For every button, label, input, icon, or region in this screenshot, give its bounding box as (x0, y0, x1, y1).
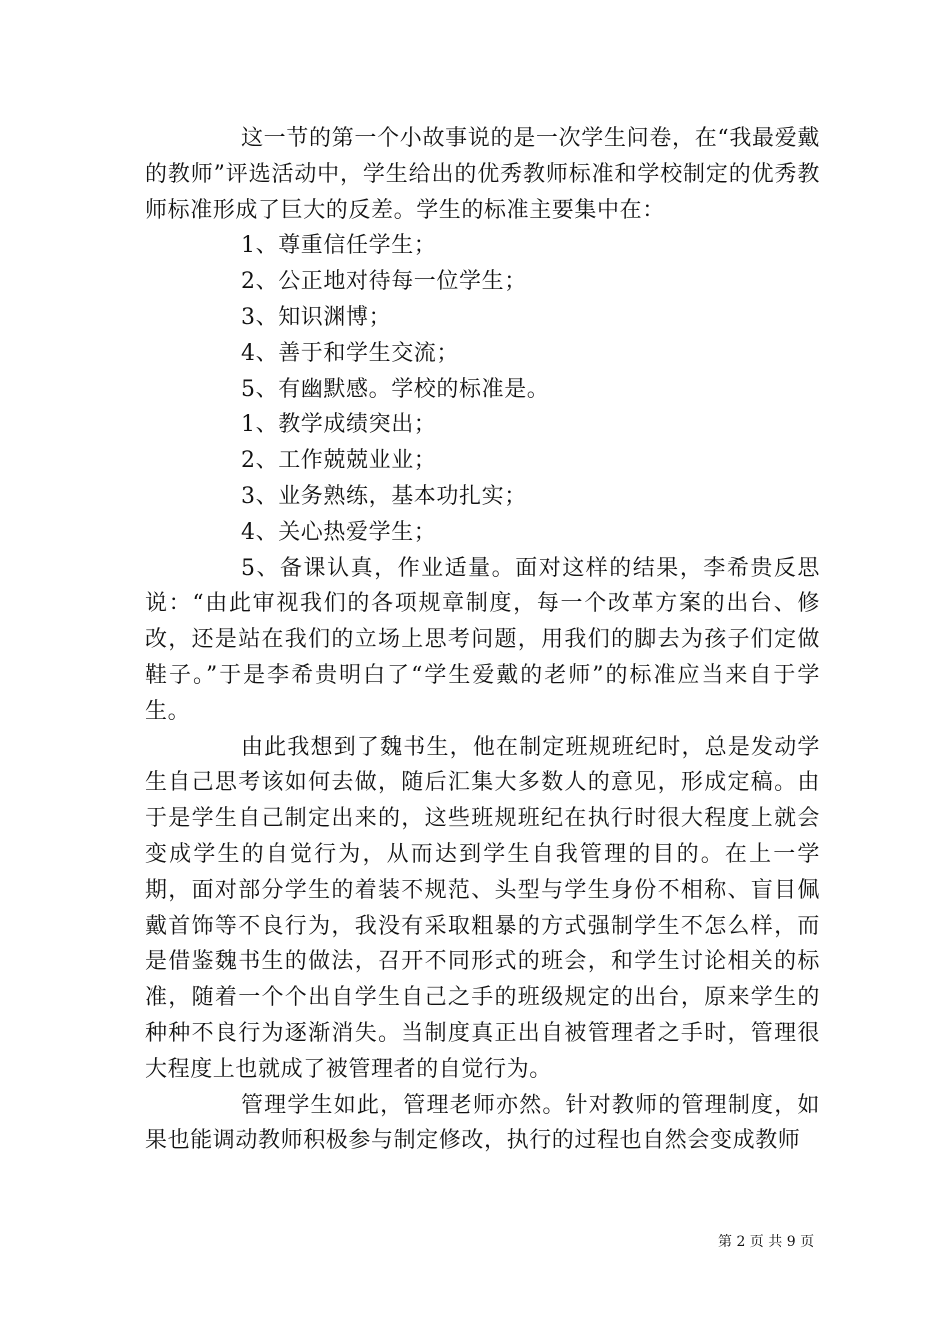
paragraph-reflection: 5、备课认真，作业适量。面对这样的结果，李希贵反思说：“由此审视我们的各项规章制度，每一个改革方案的出台、修改，还是站在我们的立场上思考问题，用我们的脚去为孩子们定做鞋子。”于是李希贵明白了“学生爱戴的老师”的标准应当来自于学生。 (145, 555, 820, 724)
paragraph-survey: 这一节的第一个小故事说的是一次学生问卷，在“我最爱戴的教师”评选活动中，学生给出的优秀教师标准和学校制定的优秀教师标准形成了巨大的反差。学生的标准主要集中在： (145, 126, 820, 223)
school-criterion-3: 3、业务熟练，基本功扎实； (241, 483, 527, 509)
document-body (145, 121, 820, 1159)
student-criterion-5: 5、有幽默感。学校的标准是。 (241, 376, 550, 402)
student-criterion-3: 3、知识渊博； (241, 304, 392, 330)
school-criterion-2: 2、工作兢兢业业； (241, 448, 437, 474)
paragraph-teacher-management: 管理学生如此，管理老师亦然。针对教师的管理制度，如果也能调动教师积极参与制定修改，执行的过程也自然会变成教师 (145, 1092, 820, 1154)
student-criterion-4: 4、善于和学生交流； (241, 340, 459, 366)
page-number: 第 2 页 共 9 页 (718, 1234, 815, 1250)
student-criterion-2: 2、公正地对待每一位学生； (241, 269, 527, 295)
paragraph-wei-shusheng: 由此我想到了魏书生，他在制定班规班纪时，总是发动学生自己思考该如何去做，随后汇集大多数人的意见，形成定稿。由于是学生自己制定出来的，这些班规班纪在执行时很大程度上就会变成学生的自觉行为，从而达到学生自我管理的目的。在上一学期，面对部分学生的着装不规范、头型与学生身份不相称、盲目佩戴首饰等不良行为，我没有采取粗暴的方式强制学生不怎么样，而是借鉴魏书生的做法，召开不同形式的班会，和学生讨论相关的标准，随着一个个出自学生自己之手的班级规定的出台，原来学生的种种不良行为逐渐消失。当制度真正出自被管理者之手时，管理很大程度上也就成了被管理者的自觉行为。 (145, 734, 820, 1082)
student-criterion-1: 1、尊重信任学生； (241, 233, 437, 259)
school-criterion-4: 4、关心热爱学生； (241, 519, 437, 545)
school-criterion-1: 1、教学成绩突出； (241, 412, 437, 438)
